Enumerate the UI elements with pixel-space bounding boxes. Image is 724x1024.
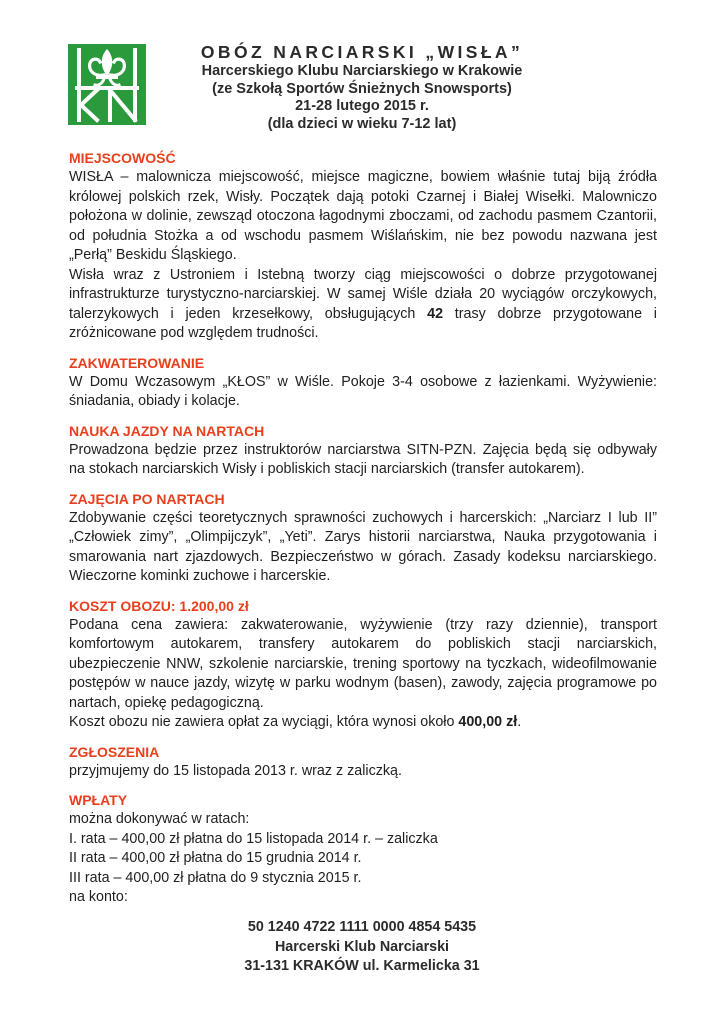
camp-title: OBÓZ NARCIARSKI „WISŁA” [200, 42, 524, 62]
text-span: Wisła wraz z Ustroniem i Istebną tworzy ciąg miejscowości o dobrze przygotowanej infrastrukturze turystyczno-narciarskiej. W samej Wiśle działa 20 wyciągów orczykowych, talerzykowych i jeden krzesełkowy, obsługujących [69, 266, 657, 322]
section-koszt [69, 597, 657, 733]
paragraph: Prowadzona będzie przez instruktorów narciarstwa SITN-PZN. Zajęcia będą się odbywały na stokach narciarskich Wisły i pobliskich stacji narciarskich (transfer autokarem). [69, 441, 657, 477]
fleur-de-lis-icon [68, 44, 146, 125]
section-nauka-jazdy [69, 422, 657, 480]
dates-line: 21-28 lutego 2015 r. [295, 98, 429, 114]
text-span: . [517, 714, 522, 730]
lift-cost: 400,00 zł [458, 714, 518, 730]
bank-details [0, 918, 724, 977]
paragraph: W Domu Wczasowym „KŁOS” w Wiśle. Pokoje 3-4 osobowe z łazienkami. Wyżywienie: śniadania, obiady i kolacje. [69, 373, 657, 409]
paragraph: przyjmujemy do 15 listopada 2013 r. wraz z zaliczką. [69, 762, 402, 779]
section-miejscowosc [69, 149, 657, 344]
section-heading: ZAJĘCIA PO NARTACH [69, 490, 225, 507]
payment-line: można dokonywać w ratach: [69, 811, 250, 827]
age-line: (dla dzieci w wieku 7-12 lat) [267, 115, 457, 132]
section-heading: ZGŁOSZENIA [69, 743, 160, 760]
school-line: (ze Szkołą Sportów Śnieżnych Snowsports) [212, 80, 512, 97]
text-span: Koszt obozu nie zawiera opłat za wyciągi, która wynosi około [69, 714, 459, 730]
paragraph: Podana cena zawiera: zakwaterowanie, wyżywienie (trzy razy dziennie), transport komfortowym autokarem, transfery autokarem do pobliskich stacji narciarskich, ubezpieczenie NNW, szkolenie narciarskie, trening sportowy na tyczkach, wideofilmowanie postępów w nauce jazdy, wizytę w parku wodnym (basen), zawody, zajęcia programowe po nartach, opiekę pedagogiczną. [69, 616, 657, 711]
document-header [150, 41, 574, 133]
section-heading: WPŁATY [69, 792, 128, 808]
payment-line: II rata – 400,00 zł płatna do 15 grudnia 2014 r. [69, 850, 362, 866]
organizer-line: Harcerskiego Klubu Narciarskiego w Krakowie [201, 63, 523, 79]
paragraph [69, 266, 657, 344]
address: 31-131 KRAKÓW ul. Karmelicka 31 [244, 958, 480, 974]
document-body [69, 149, 657, 918]
section-zakwaterowanie [69, 354, 657, 412]
account-number: 50 1240 4722 1111 0000 4854 5435 [247, 919, 477, 935]
text-span: trasy dobrze przygotowane i zróżnicowane pod względem trudności. [69, 305, 657, 341]
slopes-count: 42 [427, 305, 444, 322]
hkn-logo [68, 44, 146, 125]
payment-line: na konto: [69, 889, 128, 905]
payment-line: I. rata – 400,00 zł płatna do 15 listopada 2014 r. – zaliczka [69, 830, 438, 847]
paragraph: Zdobywanie części teoretycznych sprawności zuchowych i harcerskich: „Narciarz I lub II” „Człowiek zimy”, „Olimpijczyk”, „Yeti”. Zarys historii narciarstwa, Nauka przygotowania i smarowania nart zjazdowych. Bezpieczeństwo w górach. Zasady kodeksu narciarskiego. Wieczorne kominki zuchowe i harcerskie. [69, 509, 657, 584]
section-heading: KOSZT OBOZU: 1.200,00 zł [69, 597, 249, 614]
section-wplaty [69, 791, 657, 908]
payment-line: III rata – 400,00 zł płatna do 9 stycznia 2015 r. [69, 869, 362, 886]
organization-name: Harcerski Klub Narciarski [274, 938, 450, 955]
section-zgloszenia [69, 743, 657, 782]
paragraph [69, 713, 657, 733]
section-heading: ZAKWATEROWANIE [69, 354, 205, 371]
section-heading: NAUKA JAZDY NA NARTACH [69, 422, 265, 439]
paragraph: WISŁA – malownicza miejscowość, miejsce magiczne, bowiem właśnie tutaj biją źródła królowej polskich rzek, Wisły. Początek dają potoki Czarnej i Białej Wisełki. Malowniczo położona w dolinie, zewsząd otoczona łagodnymi zboczami, od zachodu pasmem Czantorii, od południa Stożka a od wschodu pasmem Wiślańskim, nie bez powodu nazwana jest „Perłą” Beskidu Śląskiego. [69, 169, 657, 263]
section-heading: MIEJSCOWOŚĆ [69, 150, 176, 166]
section-zajecia [69, 490, 657, 587]
